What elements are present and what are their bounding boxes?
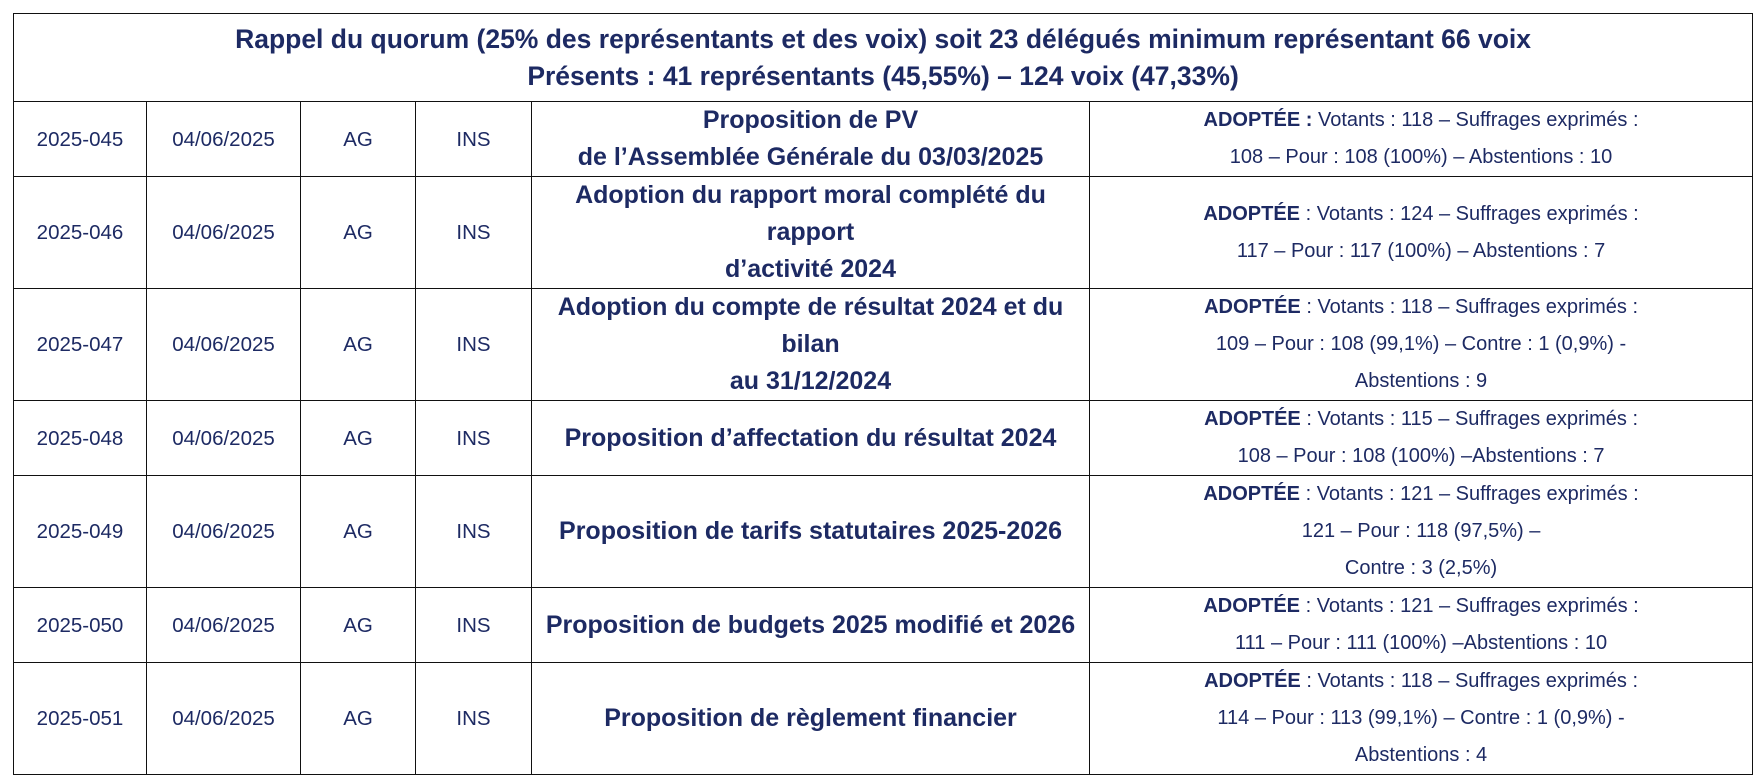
resolution-body: AG bbox=[301, 177, 416, 289]
vote-result-line: 108 – Pour : 108 (100%) –Abstentions : 7 bbox=[1237, 445, 1605, 467]
resolution-number: 2025-051 bbox=[14, 663, 147, 775]
vote-result-text: : Votants : 115 – Suffrages exprimés : bbox=[1306, 408, 1638, 430]
table-row bbox=[14, 401, 1753, 476]
vote-result-line: 114 – Pour : 113 (99,1%) – Contre : 1 (0,9%) - bbox=[1217, 707, 1625, 729]
quorum-reminder: Rappel du quorum (25% des représentants et des voix) soit 23 délégués minimum représentant 66 voix bbox=[235, 23, 1532, 54]
vote-result-line bbox=[1098, 588, 1744, 625]
resolution-title bbox=[532, 401, 1090, 476]
resolution-title-line: Proposition de tarifs statutaires 2025-2026 bbox=[559, 517, 1062, 545]
resolution-date: 04/06/2025 bbox=[147, 663, 301, 775]
resolution-date: 04/06/2025 bbox=[147, 102, 301, 177]
vote-result-line bbox=[1098, 401, 1744, 438]
resolution-number: 2025-050 bbox=[14, 588, 147, 663]
resolution-date: 04/06/2025 bbox=[147, 401, 301, 476]
vote-result-line bbox=[1098, 289, 1744, 326]
vote-result bbox=[1090, 588, 1753, 663]
vote-result-text: : Votants : 124 – Suffrages exprimés : bbox=[1305, 202, 1639, 225]
table-row bbox=[14, 102, 1753, 177]
vote-result-line: 108 – Pour : 108 (100%) – Abstentions : 10 bbox=[1229, 146, 1613, 168]
resolution-type: INS bbox=[416, 663, 532, 775]
vote-result-line bbox=[1098, 102, 1744, 139]
vote-result bbox=[1090, 102, 1753, 177]
resolution-type: INS bbox=[416, 289, 532, 401]
resolution-number: 2025-048 bbox=[14, 401, 147, 476]
resolution-title-line: Proposition de règlement financier bbox=[604, 704, 1017, 732]
votes-table bbox=[13, 13, 1753, 775]
resolution-body: AG bbox=[301, 289, 416, 401]
resolution-body: AG bbox=[301, 663, 416, 775]
resolution-title bbox=[532, 476, 1090, 588]
table-row bbox=[14, 476, 1753, 588]
vote-result bbox=[1090, 289, 1753, 401]
vote-result-line bbox=[1098, 663, 1744, 700]
resolution-title-line: au 31/12/2024 bbox=[729, 367, 892, 395]
attendance-summary: Présents : 41 représentants (45,55%) – 124 voix (47,33%) bbox=[527, 60, 1239, 91]
vote-result bbox=[1090, 401, 1753, 476]
vote-result bbox=[1090, 177, 1753, 289]
vote-result-line: 121 – Pour : 118 (97,5%) – bbox=[1301, 520, 1541, 542]
resolution-title bbox=[532, 663, 1090, 775]
resolution-type: INS bbox=[416, 588, 532, 663]
resolution-body: AG bbox=[301, 401, 416, 476]
resolution-date: 04/06/2025 bbox=[147, 289, 301, 401]
vote-result-line: 111 – Pour : 111 (100%) –Abstentions : 10 bbox=[1234, 632, 1608, 654]
resolution-number: 2025-049 bbox=[14, 476, 147, 588]
resolution-title-line: Adoption du rapport moral complété du rapport bbox=[575, 181, 1046, 246]
adopted-status: ADOPTÉE bbox=[1203, 483, 1301, 505]
vote-result-line: Abstentions : 9 bbox=[1354, 370, 1488, 392]
resolution-number: 2025-047 bbox=[14, 289, 147, 401]
vote-result-line: Contre : 3 (2,5%) bbox=[1344, 557, 1498, 579]
resolution-title-line: Proposition de budgets 2025 modifié et 2026 bbox=[545, 610, 1076, 639]
adopted-status: ADOPTÉE bbox=[1204, 408, 1301, 430]
adopted-status: ADOPTÉE bbox=[1204, 670, 1301, 692]
table-row bbox=[14, 289, 1753, 401]
adopted-status: ADOPTÉE bbox=[1203, 202, 1301, 225]
table-row bbox=[14, 588, 1753, 663]
adopted-status: ADOPTÉE bbox=[1203, 595, 1301, 617]
resolution-title-line: Adoption du compte de résultat 2024 et du bilan bbox=[557, 293, 1064, 358]
vote-result-text: : Votants : 118 – Suffrages exprimés : bbox=[1306, 670, 1638, 692]
quorum-header bbox=[14, 14, 1753, 102]
resolution-date: 04/06/2025 bbox=[147, 476, 301, 588]
resolution-type: INS bbox=[416, 177, 532, 289]
resolution-title-line: Proposition de PV bbox=[702, 106, 919, 134]
resolution-title bbox=[532, 289, 1090, 401]
vote-result-line bbox=[1098, 196, 1744, 233]
vote-result-text: : Votants : 121 – Suffrages exprimés : bbox=[1305, 595, 1639, 617]
resolution-date: 04/06/2025 bbox=[147, 588, 301, 663]
vote-result-line bbox=[1098, 476, 1744, 513]
resolution-title-line: Proposition d’affectation du résultat 2024 bbox=[564, 423, 1057, 452]
table-row bbox=[14, 663, 1753, 775]
vote-result-text: Votants : 118 – Suffrages exprimés : bbox=[1317, 109, 1639, 131]
vote-result-line: Abstentions : 4 bbox=[1354, 744, 1488, 766]
resolution-body: AG bbox=[301, 102, 416, 177]
resolution-title-line: de l’Assemblée Générale du 03/03/2025 bbox=[577, 143, 1044, 171]
adopted-status: ADOPTÉE : bbox=[1203, 109, 1313, 131]
resolution-date: 04/06/2025 bbox=[147, 177, 301, 289]
vote-result-text: : Votants : 118 – Suffrages exprimés : bbox=[1306, 296, 1638, 318]
table-row bbox=[14, 177, 1753, 289]
resolution-number: 2025-046 bbox=[14, 177, 147, 289]
resolution-title bbox=[532, 177, 1090, 289]
vote-result bbox=[1090, 663, 1753, 775]
resolution-body: AG bbox=[301, 588, 416, 663]
quorum-header-row bbox=[14, 14, 1753, 102]
resolution-number: 2025-045 bbox=[14, 102, 147, 177]
resolution-title bbox=[532, 588, 1090, 663]
adopted-status: ADOPTÉE bbox=[1204, 296, 1301, 318]
resolution-type: INS bbox=[416, 476, 532, 588]
resolution-body: AG bbox=[301, 476, 416, 588]
vote-result bbox=[1090, 476, 1753, 588]
resolution-type: INS bbox=[416, 401, 532, 476]
vote-result-line: 117 – Pour : 117 (100%) – Abstentions : 7 bbox=[1236, 239, 1606, 262]
resolution-type: INS bbox=[416, 102, 532, 177]
resolution-title bbox=[532, 102, 1090, 177]
resolution-title-line: d’activité 2024 bbox=[725, 255, 896, 283]
vote-result-text: : Votants : 121 – Suffrages exprimés : bbox=[1305, 483, 1639, 505]
vote-result-line: 109 – Pour : 108 (99,1%) – Contre : 1 (0,9%) - bbox=[1215, 333, 1627, 355]
